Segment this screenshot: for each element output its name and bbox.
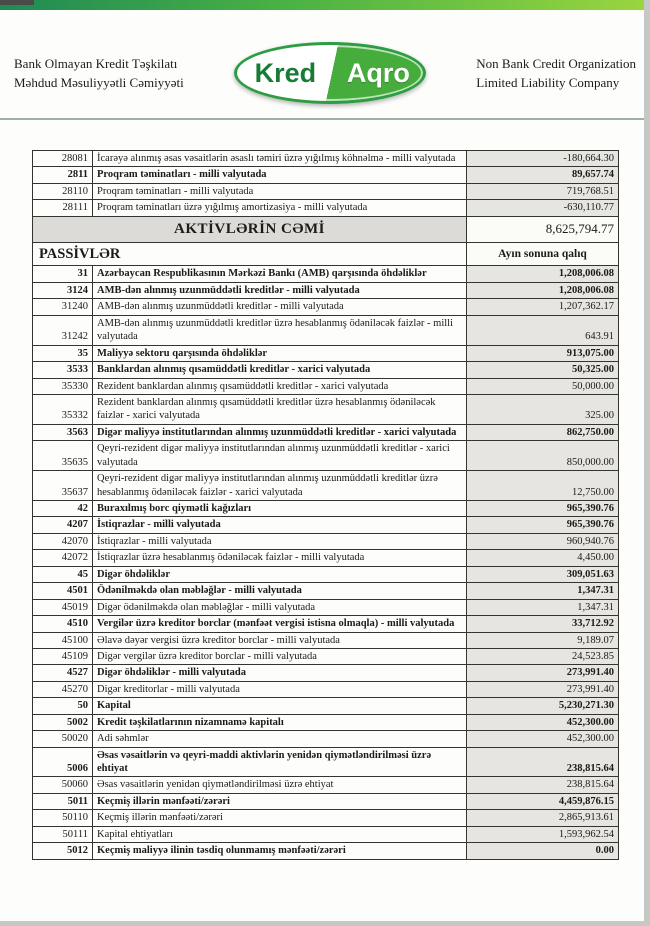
row-code: 45100 [33, 632, 93, 648]
row-value: 1,207,362.17 [467, 299, 619, 315]
row-value: 50,325.00 [467, 362, 619, 378]
row-value: 1,347.31 [467, 583, 619, 599]
table-row [33, 501, 619, 517]
row-value: 960,940.76 [467, 533, 619, 549]
table-row [33, 378, 619, 394]
row-code: 42 [33, 501, 93, 517]
table-row [33, 616, 619, 632]
row-value: 325.00 [467, 394, 619, 424]
row-code: 5011 [33, 793, 93, 809]
row-code: 42070 [33, 533, 93, 549]
row-desc: Buraxılmış borc qiymətli kağızları [93, 501, 467, 517]
row-desc: Əlavə dəyər vergisi üzrə kreditor borclar - milli valyutada [93, 632, 467, 648]
row-code: 45270 [33, 681, 93, 697]
row-value: 4,459,876.15 [467, 793, 619, 809]
row-desc: AMB-dən alınmış uzunmüddətli kreditlər - milli valyutada [93, 299, 467, 315]
decorative-top-bar [0, 0, 650, 10]
row-code: 4501 [33, 583, 93, 599]
row-code: 35637 [33, 471, 93, 501]
row-code: 50020 [33, 731, 93, 747]
table-row [33, 517, 619, 533]
table-row [33, 550, 619, 566]
row-value: 2,865,913.61 [467, 810, 619, 826]
org-name-english [476, 54, 636, 93]
row-value: 9,189.07 [467, 632, 619, 648]
table-row [33, 665, 619, 681]
assets-total-label: AKTİVLƏRİN CƏMİ [33, 216, 467, 242]
row-value: 33,712.92 [467, 616, 619, 632]
table-row [33, 471, 619, 501]
balance-sheet [32, 150, 618, 860]
row-value: -630,110.77 [467, 200, 619, 216]
section-rows [33, 216, 619, 266]
row-code: 35332 [33, 394, 93, 424]
logo-text-kred: Kred [254, 57, 317, 88]
table-row [33, 648, 619, 664]
row-code: 5002 [33, 714, 93, 730]
row-value: 5,230,271.30 [467, 698, 619, 714]
table-row [33, 533, 619, 549]
assets-tail-rows [33, 151, 619, 217]
row-code: 35635 [33, 441, 93, 471]
row-desc: Azərbaycan Respublikasının Mərkəzi Bankı (AMB) qarşısında öhdəliklər [93, 266, 467, 282]
row-desc: Əsas vəsaitlərin və qeyri-maddi aktivlərin yenidən qiymətləndirilməsi üzrə ehtiyat [93, 747, 467, 777]
row-value: 719,768.51 [467, 183, 619, 199]
letterhead [0, 0, 650, 104]
row-value: 1,208,006.08 [467, 282, 619, 298]
row-value: 12,750.00 [467, 471, 619, 501]
scan-artifact-right-edge [644, 0, 650, 926]
row-code: 4510 [33, 616, 93, 632]
row-value: 1,347.31 [467, 599, 619, 615]
table-row [33, 282, 619, 298]
table-row [33, 632, 619, 648]
row-desc: Kapital ehtiyatları [93, 826, 467, 842]
row-code: 28110 [33, 183, 93, 199]
row-value: 452,300.00 [467, 731, 619, 747]
row-code: 3124 [33, 282, 93, 298]
row-value: 273,991.40 [467, 665, 619, 681]
table-row [33, 183, 619, 199]
row-value: 0.00 [467, 843, 619, 859]
row-code: 3563 [33, 424, 93, 440]
row-desc: İstiqrazlar üzrə hesablanmış ödəniləcək faizlər - milli valyutada [93, 550, 467, 566]
row-desc: Keçmiş illərin mənfəəti/zərəri [93, 810, 467, 826]
row-value: 862,750.00 [467, 424, 619, 440]
row-value: 965,390.76 [467, 501, 619, 517]
passives-header-row [33, 242, 619, 266]
row-code: 45 [33, 566, 93, 582]
table-row [33, 345, 619, 361]
table-row [33, 826, 619, 842]
table-row [33, 747, 619, 777]
row-desc: İstiqrazlar - milli valyutada [93, 533, 467, 549]
row-desc: Digər maliyyə institutlarından alınmış uzunmüddətli kreditlər - xarici valyutada [93, 424, 467, 440]
org-name-en-line2: Limited Liability Company [476, 75, 620, 90]
row-value: 238,815.64 [467, 747, 619, 777]
table-row [33, 698, 619, 714]
row-desc: Ödənilməkdə olan məbləğlər - milli valyutada [93, 583, 467, 599]
row-code: 2811 [33, 167, 93, 183]
row-code: 50 [33, 698, 93, 714]
row-desc: Adi səhmlər [93, 731, 467, 747]
row-code: 42072 [33, 550, 93, 566]
row-desc: Digər vergilər üzrə kreditor borclar - milli valyutada [93, 648, 467, 664]
scan-artifact-bottom-edge [0, 921, 650, 926]
row-value: 965,390.76 [467, 517, 619, 533]
table-row [33, 681, 619, 697]
row-desc: İstiqrazlar - milli valyutada [93, 517, 467, 533]
table-row [33, 315, 619, 345]
row-desc: Digər öhdəliklər - milli valyutada [93, 665, 467, 681]
row-code: 31 [33, 266, 93, 282]
table-row [33, 714, 619, 730]
row-value: 24,523.85 [467, 648, 619, 664]
row-code: 5012 [33, 843, 93, 859]
row-code: 50111 [33, 826, 93, 842]
row-desc: Rezident banklardan alınmış qısamüddətli kreditlər üzrə hesablanmış ödəniləcək faizlər - xarici valyutada [93, 394, 467, 424]
org-name-az-line2: Məhdud Məsuliyyətli Cəmiyyəti [14, 75, 184, 90]
row-value: -180,664.30 [467, 151, 619, 167]
row-desc: Qeyri-rezident digər maliyyə institutlarından alınmış uzunmüddətli kreditlər üzrə hesablanmış ödəniləcək faizlər - xarici valyutada [93, 471, 467, 501]
row-desc: Digər ödənilməkdə olan məbləğlər - milli valyutada [93, 599, 467, 615]
table-row [33, 266, 619, 282]
row-value: 643.91 [467, 315, 619, 345]
row-code: 5006 [33, 747, 93, 777]
row-value: 452,300.00 [467, 714, 619, 730]
row-desc: Banklardan alınmış qısamüddətli kreditlər - xarici valyutada [93, 362, 467, 378]
row-code: 50060 [33, 777, 93, 793]
table-row [33, 151, 619, 167]
row-desc: Keçmiş maliyyə ilinin təsdiq olunmamış mənfəəti/zərəri [93, 843, 467, 859]
row-value: 850,000.00 [467, 441, 619, 471]
table-row [33, 777, 619, 793]
row-code: 31242 [33, 315, 93, 345]
row-value: 913,075.00 [467, 345, 619, 361]
row-desc: Əsas vəsaitlərin yenidən qiymətləndirilməsi üzrə ehtiyat [93, 777, 467, 793]
table-row [33, 424, 619, 440]
row-desc: AMB-dən alınmış uzunmüddətli kreditlər - milli valyutada [93, 282, 467, 298]
org-name-azerbaijani [14, 54, 184, 93]
row-desc: Digər kreditorlar - milli valyutada [93, 681, 467, 697]
table-row [33, 843, 619, 859]
row-code: 50110 [33, 810, 93, 826]
table-row [33, 793, 619, 809]
table-row [33, 583, 619, 599]
row-code: 31240 [33, 299, 93, 315]
row-desc: Kapital [93, 698, 467, 714]
row-value: 309,051.63 [467, 566, 619, 582]
totals-row [33, 216, 619, 242]
row-desc: Maliyyə sektoru qarşısında öhdəliklər [93, 345, 467, 361]
row-value: 238,815.64 [467, 777, 619, 793]
assets-total-value: 8,625,794.77 [467, 216, 619, 242]
row-value: 89,657.74 [467, 167, 619, 183]
table-row [33, 810, 619, 826]
row-code: 3533 [33, 362, 93, 378]
row-desc: İcarəyə alınmış əsas vəsaitlərin əsaslı təmiri üzrə yığılmış köhnəlmə - milli valyutada [93, 151, 467, 167]
row-code: 45109 [33, 648, 93, 664]
scan-artifact-corner [0, 0, 34, 5]
table-row [33, 299, 619, 315]
row-value: 4,450.00 [467, 550, 619, 566]
row-code: 45019 [33, 599, 93, 615]
row-value: 50,000.00 [467, 378, 619, 394]
passives-rows [33, 266, 619, 859]
table-row [33, 731, 619, 747]
kredaqro-logo [234, 42, 426, 104]
row-desc: Vergilər üzrə kreditor borclar (mənfəət vergisi istisna olmaqla) - milli valyutada [93, 616, 467, 632]
row-code: 28111 [33, 200, 93, 216]
row-code: 35 [33, 345, 93, 361]
row-code: 35330 [33, 378, 93, 394]
table-row [33, 394, 619, 424]
logo-text-aqro: Aqro [346, 57, 410, 88]
table-row [33, 441, 619, 471]
row-value: 273,991.40 [467, 681, 619, 697]
row-desc: Proqram təminatları üzrə yığılmış amortizasiya - milli valyutada [93, 200, 467, 216]
org-name-en-line1: Non Bank Credit Organization [476, 55, 636, 71]
row-desc: Digər öhdəliklər [93, 566, 467, 582]
row-code: 28081 [33, 151, 93, 167]
passives-title: PASSİVLƏR [33, 242, 467, 266]
table-row [33, 362, 619, 378]
row-desc: AMB-dən alınmış uzunmüddətli kreditlər üzrə hesablanmış ödəniləcək faizlər - milli valyutada [93, 315, 467, 345]
table-row [33, 599, 619, 615]
row-desc: Proqram təminatları - milli valyutada [93, 183, 467, 199]
org-name-az-line1: Bank Olmayan Kredit Təşkilatı [14, 55, 178, 71]
row-desc: Kredit təşkilatlarının nizamnamə kapitalı [93, 714, 467, 730]
row-code: 4527 [33, 665, 93, 681]
row-desc: Rezident banklardan alınmış qısamüddətli kreditlər - xarici valyutada [93, 378, 467, 394]
balance-sheet-table [32, 150, 619, 860]
table-row [33, 167, 619, 183]
row-desc: Proqram təminatları - milli valyutada [93, 167, 467, 183]
row-value: 1,593,962.54 [467, 826, 619, 842]
month-end-balance-header: Ayın sonuna qalıq [467, 242, 619, 266]
table-row [33, 566, 619, 582]
row-value: 1,208,006.08 [467, 266, 619, 282]
row-code: 4207 [33, 517, 93, 533]
row-desc: Qeyri-rezident digər maliyyə institutlarından alınmış uzunmüddətli kreditlər - xarici valyutada [93, 441, 467, 471]
table-row [33, 200, 619, 216]
row-desc: Keçmiş illərin mənfəəti/zərəri [93, 793, 467, 809]
header-divider [0, 118, 650, 120]
